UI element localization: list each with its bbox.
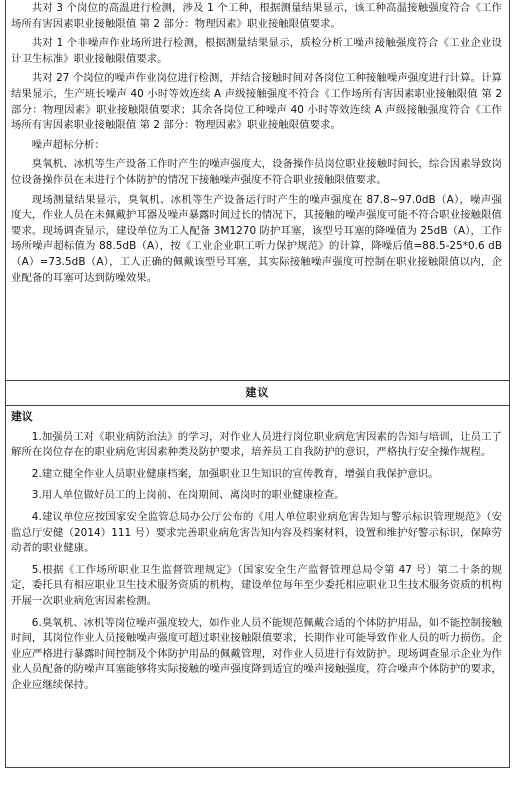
recommendation-item: 2.建立健全作业人员职业健康档案，加强职业卫生知识的宣传教育，增强自我保护意识。 (31, 467, 439, 480)
recommendations-cell (6, 405, 509, 694)
section-title: 建议 (245, 386, 270, 399)
paragraph-noise-cause: 臭氧机、冰机等生产设备工作时产生的噪声强度大，设备操作员岗位职业接触时间长，综合因素导致岗位设备操作员在未进行个体防护的情况下接触噪声强度不符合职业接触限值要求。 (11, 158, 502, 186)
paragraph-high-temperature: 共对 3 个岗位的高温进行检测，涉及 1 个工种，根据测量结果显示，该工种高温接触强度符合《工作场所有害因素职业接触限值 第 2 部分：物理因素》职业接触限值要求。 (11, 2, 502, 30)
recommendation-item: 6.臭氧机、冰机等岗位噪声强度较大，如作业人员不能规范佩戴合适的个体防护用品，如不能控制接触时间，其岗位作业人员接触噪声强度可超过职业接触限值要求，长期作业可能导致作业人员的听力损伤。企业应严格进行暴露时间控制及个体防护用品的佩戴管理，对作业人员进行有效防护。现场调查显示企业为作业人员配备的防噪声耳塞能够将实际接触的噪声强度降到适宜的噪声接触强度，符合噪声个体防护的要求，企业应继续保持。 (11, 616, 502, 691)
paragraph-non-noise-site: 共对 1 个非噪声作业场所进行检测，根据测量结果显示，质检分析工噪声接触强度符合《工业企业设计卫生标准》职业接触限值要求。 (11, 37, 502, 65)
recommendation-item: 4.建议单位应按国家安全监管总局办公厅公布的《用人单位职业病危害告知与警示标识管理规范》（安监总厅安健（2014）111 号）要求完善职业病危害告知内容及档案材料，设置和维护好警示标识，保障劳动者的职业健康。 (11, 510, 502, 555)
paragraph-noise-results: 共对 27 个岗位的噪声作业岗位进行检测，并结合接触时间对各岗位工种接触噪声强度进行计算。计算结果显示，生产班长噪声 40 小时等效连续 A 声级接触强度不符合《工作场所有害因素职业接触限值 第 2 部分：物理因素》职业接触限值要求；其余各岗位工种噪声 40 小时等效连续 A 声级接触强度符合《工作场所有害因素职业接触限值 第 2 部分：物理因素》职业接触限值要求。 (11, 72, 502, 132)
recommendations-subtitle: 建议 (11, 410, 33, 423)
conclusion-cell (6, 0, 509, 380)
paragraph-noise-analysis-heading: 噪声超标分析： (31, 138, 105, 151)
paragraph-noise-measurement: 现场测量结果显示，臭氧机、冰机等生产设备运行时产生的噪声强度在 87.8~97.0dB（A），噪声强度大，作业人员在未佩戴护耳器及噪声暴露时间过长的情况下，其接触的噪声强度可能不符合职业接触限值要求。现场调查显示，建设单位为工人配备 3M1270 防护耳塞，该型号耳塞的降噪值为 25dB（A），工作场所噪声超标值为 88.5dB（A），按《工业企业职工听力保护规范》的计算，降噪后值=88.5-25*0.6 dB（A）=73.5dB（A），工人正确的佩戴该型号耳塞，其实际接触噪声强度可控制在职业接触限值以内，企业配备的耳塞可达到防噪效果。 (11, 193, 502, 284)
report-table (5, 0, 510, 768)
recommendation-item: 3.用人单位做好员工的上岗前、在岗期间、离岗时的职业健康检查。 (31, 489, 345, 502)
recommendation-item: 5.根据《工作场所职业卫生监督管理规定》（国家安全生产监督管理总局令第 47 号）第二十条的规定，委托具有相应职业卫生技术服务资质的机构，建设单位每年至少委托相应职业卫生技术服务资质的机构开展一次职业病危害因素检测。 (11, 563, 502, 607)
section-header-row (6, 380, 509, 405)
recommendation-item: 1.加强员工对《职业病防治法》的学习，对作业人员进行岗位职业病危害因素的告知与培训，让员工了解所在岗位存在的职业病危害因素种类及防护要求，培养员工自我防护的意识，严格执行安全操作规程。 (11, 430, 502, 459)
